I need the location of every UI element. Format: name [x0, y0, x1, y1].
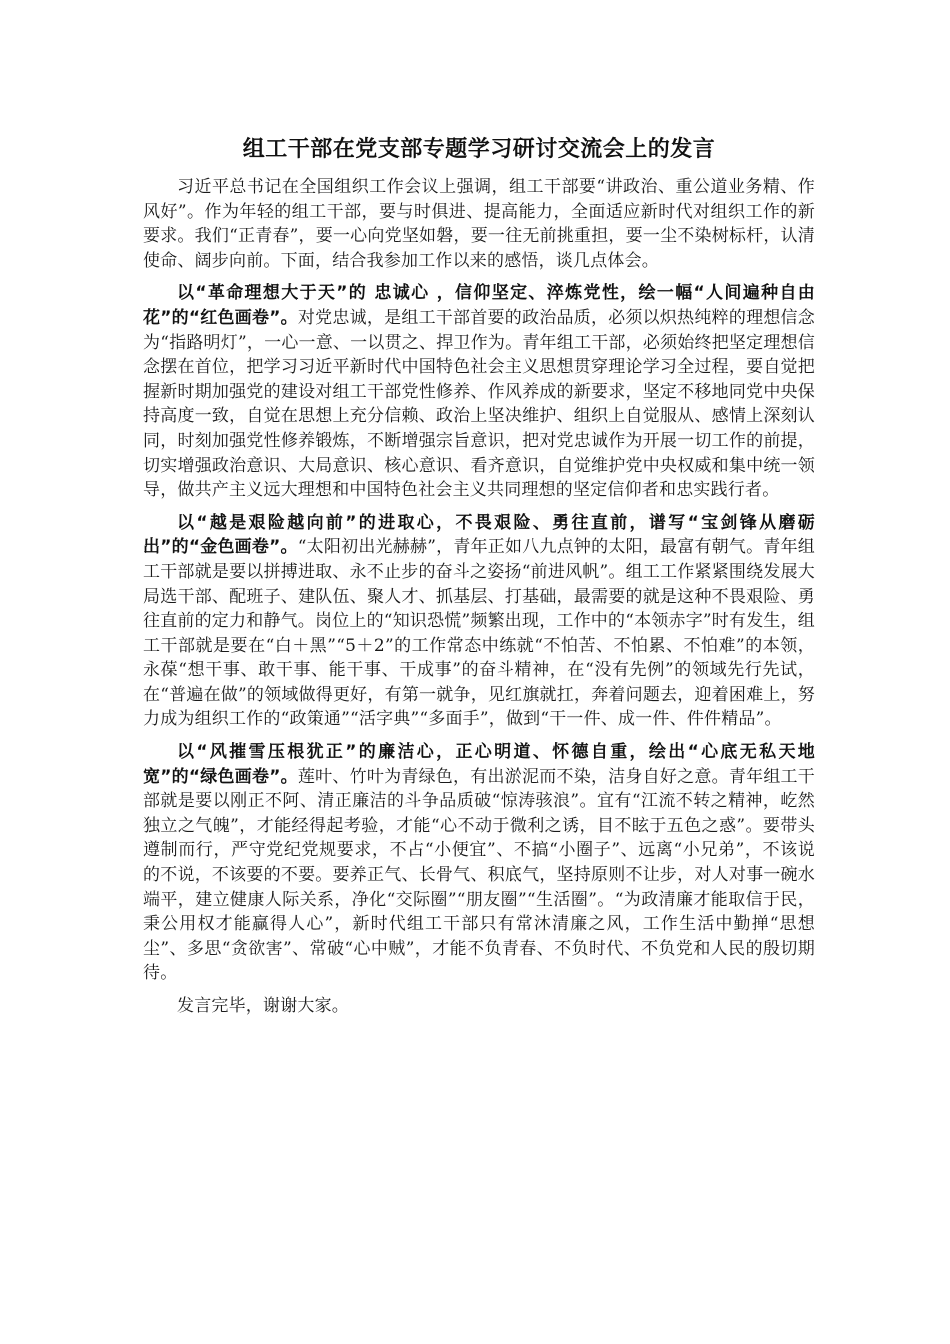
- section-paragraph-1: [143, 281, 815, 502]
- section-paragraph-3: [143, 740, 815, 986]
- section-body-1: 对党忠诚，是组工干部首要的政治品质，必须以炽热纯粹的理想信念为“指路明灯”，一心一意、一以贯之、捍卫作为。青年组工干部，必须始终把坚定理想信念摆在首位，把学习习近平新时代中国特色社会主义思想贯穿理论学习全过程，要自觉把握新时期加强党的建设对组工干部党性修养、作风养成的新要求，坚定不移地同党中央保持高度一致，自觉在思想上充分信赖、政治上坚决维护、组织上自觉服从、感情上深刻认同，时刻加强党性修养锻炼，不断增强宗旨意识，把对党忠诚作为开展一切工作的前提，切实增强政治意识、大局意识、核心意识、看齐意识，自觉维护党中央权威和集中统一领导，做共产主义远大理想和中国特色社会主义共同理想的坚定信仰者和忠实践行者。: [143, 307, 815, 501]
- document-title: 组工干部在党支部专题学习研讨交流会上的发言: [242, 137, 716, 162]
- closing-paragraph: 发言完毕，谢谢大家。: [177, 996, 349, 1016]
- section-heading-1: 以“革命理想大于天”的 忠诚心 ，信仰坚定、淬炼党性，绘一幅“人间遍种自由花”的“红色画卷”。: [143, 283, 815, 328]
- section-body-2: “太阳初出光赫赫”，青年正如八九点钟的太阳，最富有朝气。青年组工干部就是要以拼搏进取、永不止步的奋斗之姿扬“前进风帆”。组工工作紧紧围绕发展大局选干部、配班子、建队伍、聚人才、抓基层、打基础，最需要的就是这种不畏艰险、勇往直前的定力和静气。岗位上的“知识恐慌”频繁出现，工作中的“本领赤字”时有发生，组工干部就是要在“白＋黑”“5＋2”的工作常态中练就“不怕苦、不怕累、不怕难”的本领，永葆“想干事、敢干事、能干事、干成事”的奋斗精神，在“没有先例”的领域先行先试，在“普遍在做”的领域做得更好，有第一就争，见红旗就扛，奔着问题去，迎着困难上，努力成为组织工作的“政策通”“活字典”“多面手”，做到“干一件、成一件、件件精品”。: [143, 537, 815, 730]
- section-body-3: 莲叶、竹叶为青绿色，有出淤泥而不染，洁身自好之意。青年组工干部就是要以刚正不阿、清正廉洁的斗争品质破“惊涛骇浪”。宜有“江流不转之精神，屹然独立之气魄”，才能经得起考验，才能“心不动于微利之诱，目不眩于五色之惑”。要带头遵制而行，严守党纪党规要求，不占“小便宜”、不搞“小圈子”、远离“小兄弟”，不该说的不说，不该要的不要。要养正气、长骨气、积底气，坚持原则不让步，对人对事一碗水端平，建立健康人际关系，净化“交际圈”“朋友圈”“生活圈”。“为政清廉才能取信于民，秉公用权才能赢得人心”，新时代组工干部只有常沐清廉之风，工作生活中勤掸“思想尘”、多思“贪欲害”、常破“心中贼”，才能不负青春、不负时代、不负党和人民的殷切期待。: [143, 766, 815, 984]
- section-heading-2: 以“越是艰险越向前”的进取心，不畏艰险、勇往直前，谱写“宝剑锋从磨砺出”的“金色画卷”。: [143, 512, 815, 558]
- section-paragraph-2: [143, 511, 815, 732]
- intro-paragraph: 习近平总书记在全国组织工作会议上强调，组工干部要“讲政治、重公道业务精、作风好”。作为年轻的组工干部，要与时俱进、提高能力，全面适应新时代对组织工作的新要求。我们“正青春”，要一心向党坚如磐，要一往无前挑重担，要一尘不染树标杆，认清使命、阔步向前。下面，结合我参加工作以来的感悟，谈几点体会。: [143, 177, 815, 271]
- document-body: [143, 133, 815, 1019]
- section-heading-3: 以“风摧雪压根犹正”的廉洁心，正心明道、怀德自重，绘出“心底无私天地宽”的“绿色画卷”。: [143, 742, 815, 787]
